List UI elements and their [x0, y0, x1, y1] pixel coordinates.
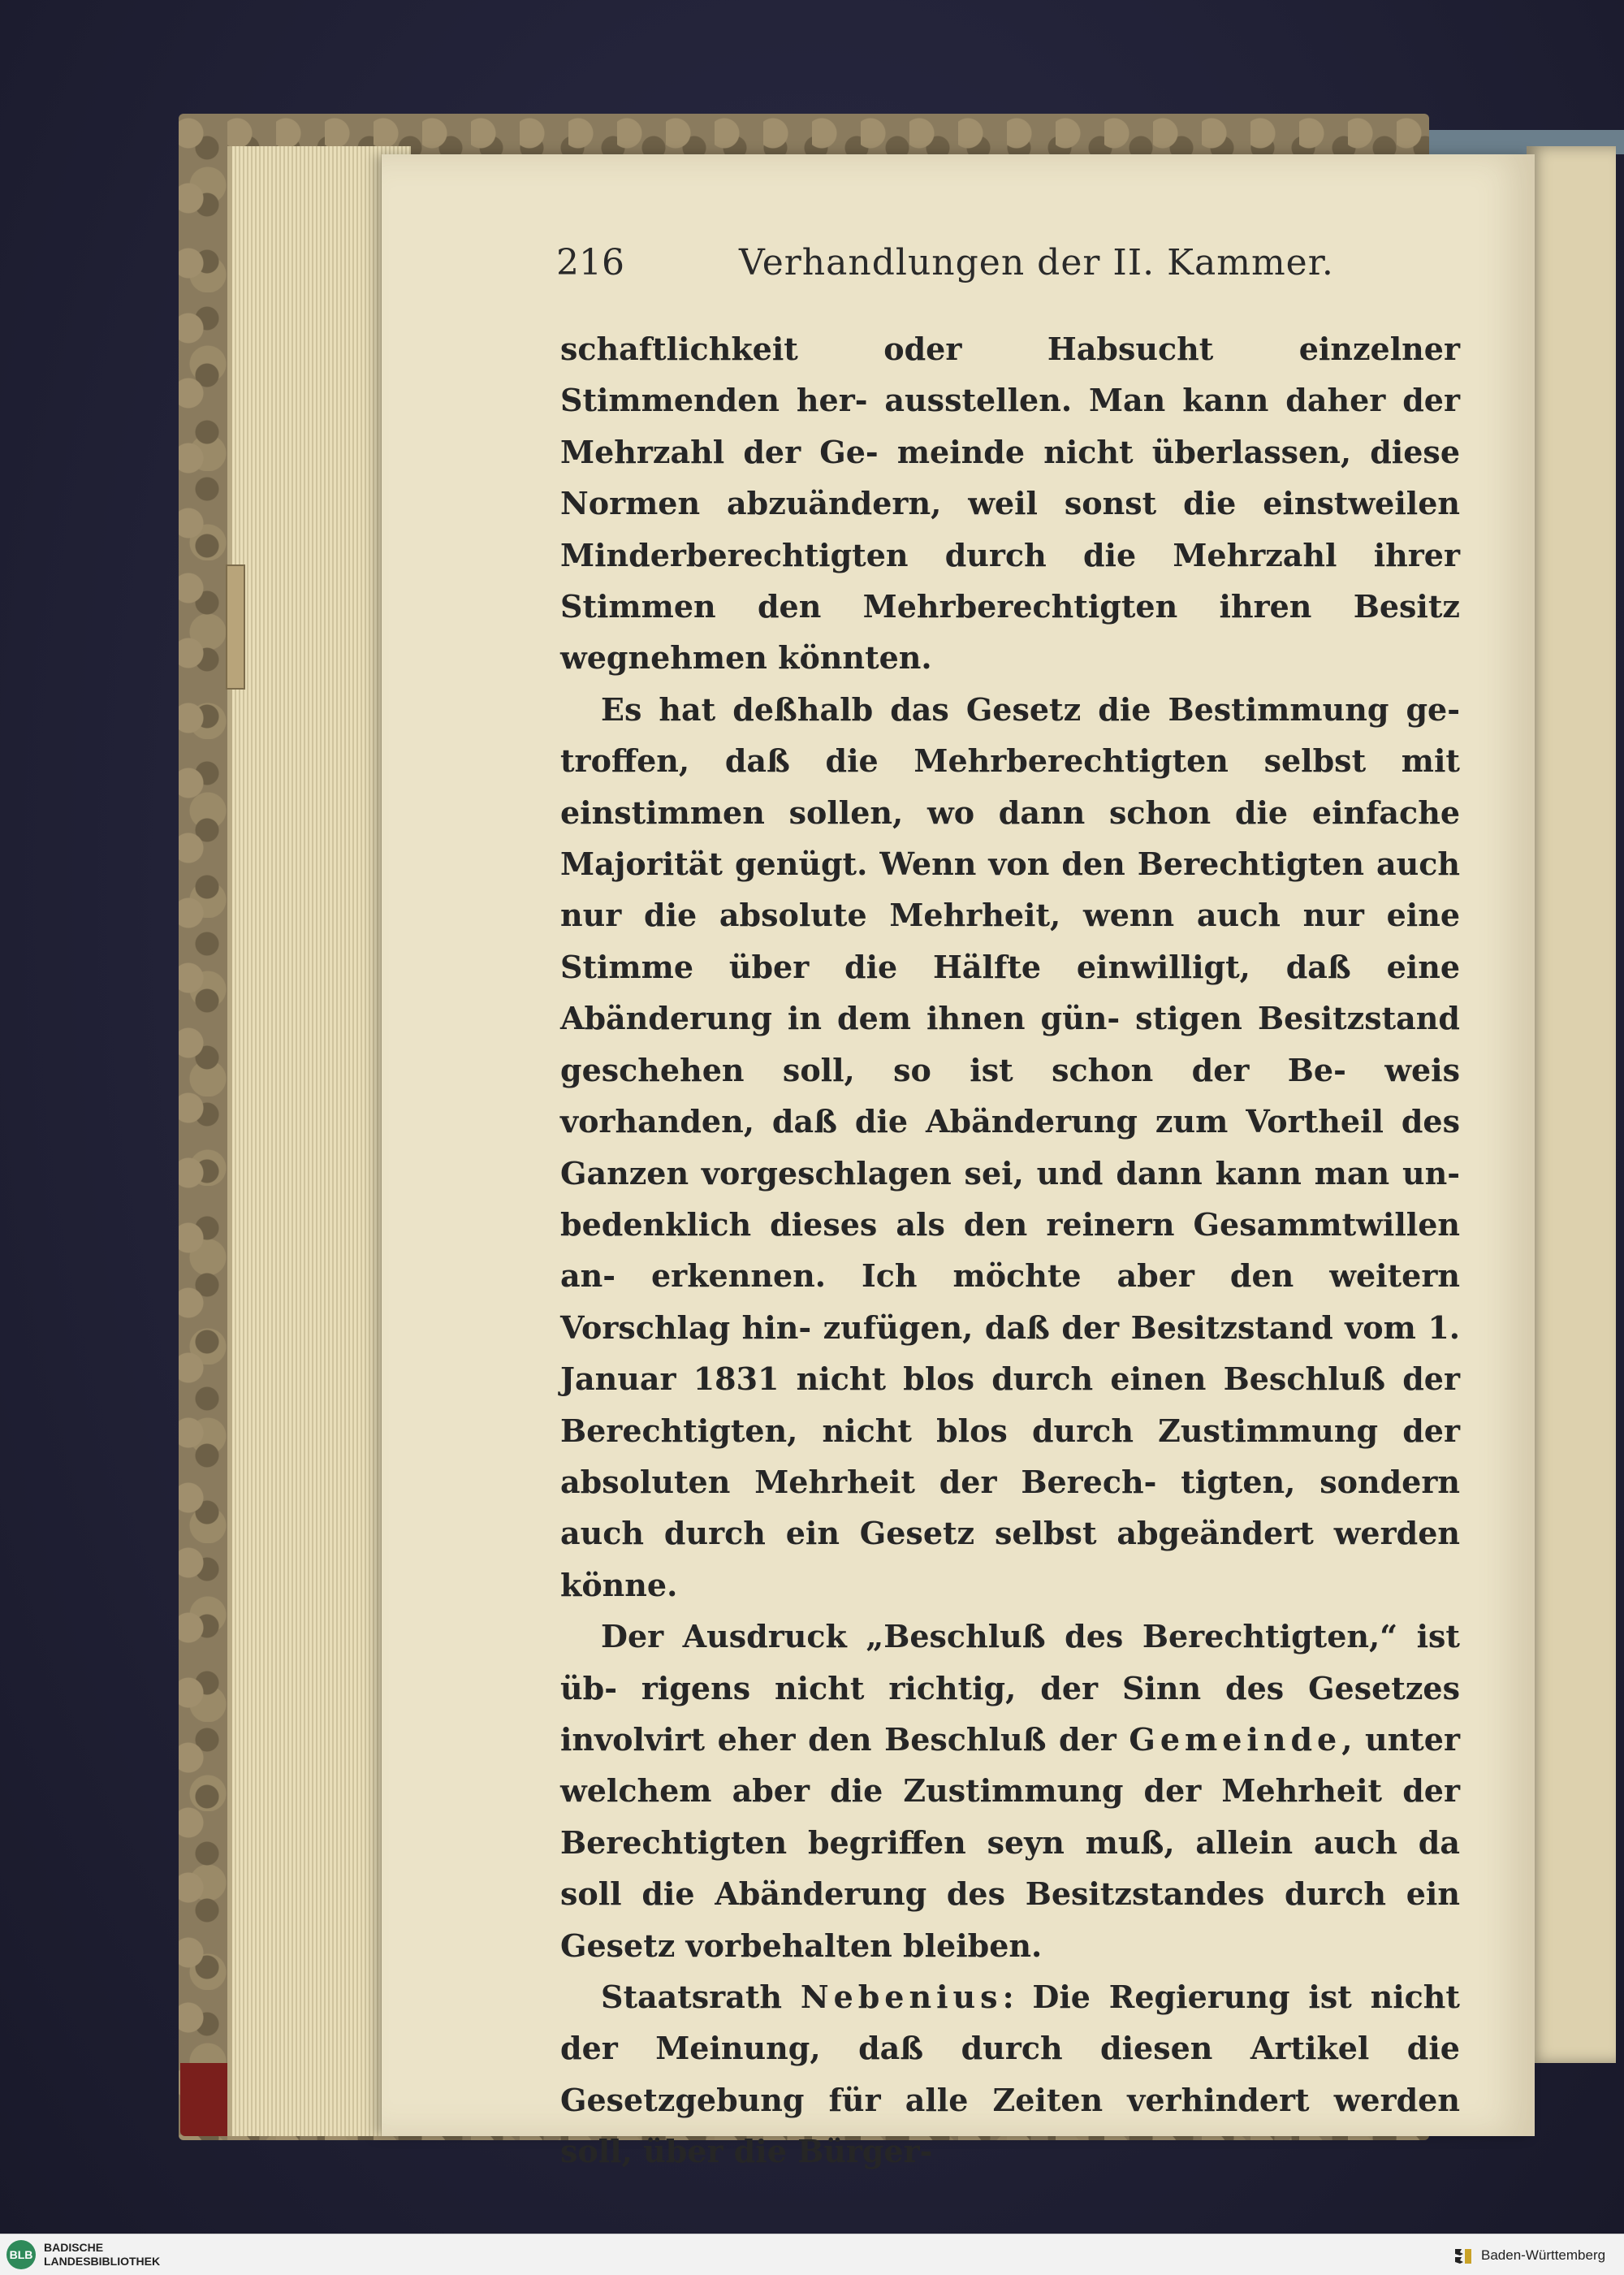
page-header	[556, 242, 1458, 291]
running-head: Verhandlungen der II. Kammer.	[739, 242, 1334, 283]
blb-label-line1: BADISCHE	[44, 2241, 104, 2254]
page-number: 216	[556, 242, 624, 283]
facing-page	[1527, 146, 1616, 2063]
paragraph-2: Es hat deßhalb das Gesetz die Bestimmung ge- troffen, daß die Mehrberechtigten selbst mit einstimmen sollen, wo dann schon die einfache Majorität genügt. Wenn von den Berechtigten auch nur die absolute Mehrheit, wenn auch nur eine Stimme über die Hälfte einwilligt, daß eine Abänderung in dem ihnen gün- stigen Besitzstand geschehen soll, so ist schon der Be- weis vorhanden, daß die Abänderung zum Vortheil des Ganzen vorgeschlagen sei, und dann kann man un- bedenklich dieses als den reinern Gesammtwillen an- erkennen. Ich möchte aber den weitern Vorschlag hin- zufügen, daß der Besitzstand vom 1. Januar 1831 nicht blos durch einen Beschluß der Berechtigten, nicht blos durch Zustimmung der absoluten Mehrheit der Berech- tigten, sondern auch durch ein Gesetz selbst abgeändert werden könne.	[560, 690, 1460, 1603]
paragraph-3	[560, 1611, 1460, 1971]
paragraph-4-after: : Die Regierung ist nicht der Meinung, daß durch diesen Artikel die Gesetzgebung für alle Zeiten verhindert werden soll, über die Bürger-	[560, 1979, 1460, 2170]
baden-wuerttemberg-label: Baden-Württemberg	[1481, 2247, 1606, 2263]
paragraph-4	[560, 1971, 1460, 2178]
page-body	[560, 323, 1460, 2178]
paragraph-3-after: , unter welchem aber die Zustimmung der Mehrheit der Berechtigten begriffen seyn muß, allein auch da soll die Abänderung des Besitzstandes durch ein Gesetz vorbehalten bleiben.	[560, 1720, 1461, 1964]
blb-logo-icon: BLB	[6, 2240, 36, 2269]
viewer-footer	[0, 2234, 1624, 2275]
paragraph-3-emphasis: Gemeinde	[1129, 1720, 1342, 1758]
baden-wuerttemberg-lions-icon	[1452, 2244, 1475, 2267]
blb-label-line2: LANDESBIBLIOTHEK	[44, 2255, 161, 2268]
paragraph-1: schaftlichkeit oder Habsucht einzelner Stimmenden her- ausstellen. Man kann daher der Mehrzahl der Ge- meinde nicht überlassen, diese Normen abzuändern, weil sonst die einstweilen Minderberechtigten durch die Mehrzahl ihrer Stimmen den Mehrberechtigten ihren Besitz wegnehmen könnten.	[560, 331, 1460, 677]
paragraph-4-before: Staatsrath	[601, 1979, 801, 2015]
paragraph-3-before: Der Ausdruck „Beschluß des Berechtigten,“ ist üb- rigens nicht richtig, der Sinn des Gesetzes involvirt eher den Beschluß der	[560, 1618, 1460, 1758]
bookmark-tab	[226, 564, 245, 690]
blb-label	[44, 2241, 160, 2269]
paragraph-4-emphasis: Nebenius	[800, 1979, 1003, 2015]
